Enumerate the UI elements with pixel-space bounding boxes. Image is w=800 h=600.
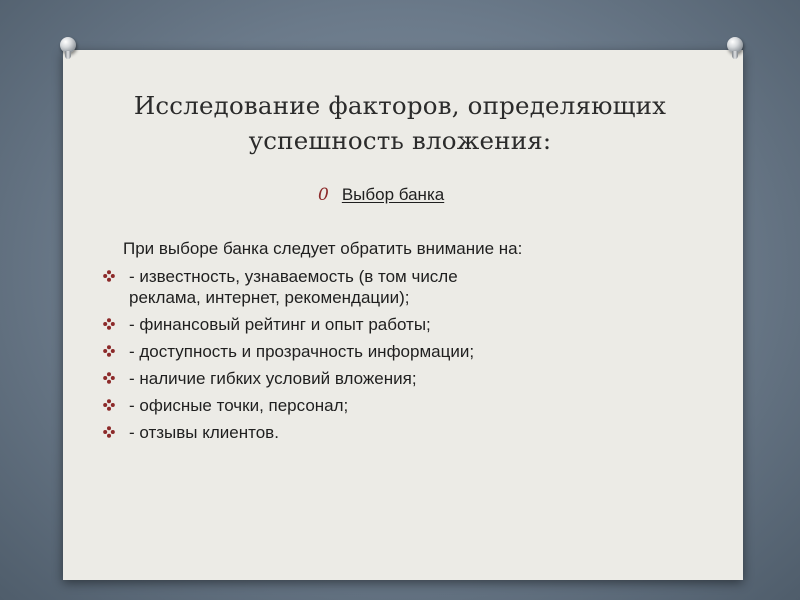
list-item-text: - известность, узнаваемость (в том числе	[129, 267, 458, 286]
intro-text: При выборе банка следует обратить внимание на:	[123, 239, 523, 258]
list-item	[99, 422, 679, 443]
slide-title	[0, 88, 800, 158]
list-item-text: - офисные точки, персонал;	[129, 396, 349, 415]
list-item-text: - отзывы клиентов.	[129, 423, 279, 442]
list-item-text: - доступность и прозрачность информации;	[129, 342, 475, 361]
subheading-label: Выбор банка	[341, 185, 445, 204]
title-line-2: успешность вложения:	[248, 126, 552, 155]
pushpin-icon	[727, 37, 743, 59]
bullet-list	[99, 266, 679, 449]
diamond-bullet-icon	[103, 372, 115, 384]
list-item	[99, 368, 679, 389]
diamond-bullet-icon	[103, 270, 115, 282]
list-item-text-cont: реклама, интернет, рекомендации);	[129, 288, 410, 307]
list-item	[99, 266, 679, 308]
subheading-marker: 0	[318, 185, 329, 205]
diamond-bullet-icon	[103, 426, 115, 438]
list-item	[99, 341, 679, 362]
list-item	[99, 395, 679, 416]
diamond-bullet-icon	[103, 399, 115, 411]
list-item	[99, 314, 679, 335]
diamond-bullet-icon	[103, 345, 115, 357]
diamond-bullet-icon	[103, 318, 115, 330]
list-item-text: - наличие гибких условий вложения;	[129, 369, 417, 388]
subheading	[318, 185, 444, 205]
list-item-text: - финансовый рейтинг и опыт работы;	[129, 315, 431, 334]
title-line-1: Исследование факторов, определяющих	[133, 91, 667, 120]
pushpin-icon	[60, 37, 76, 59]
